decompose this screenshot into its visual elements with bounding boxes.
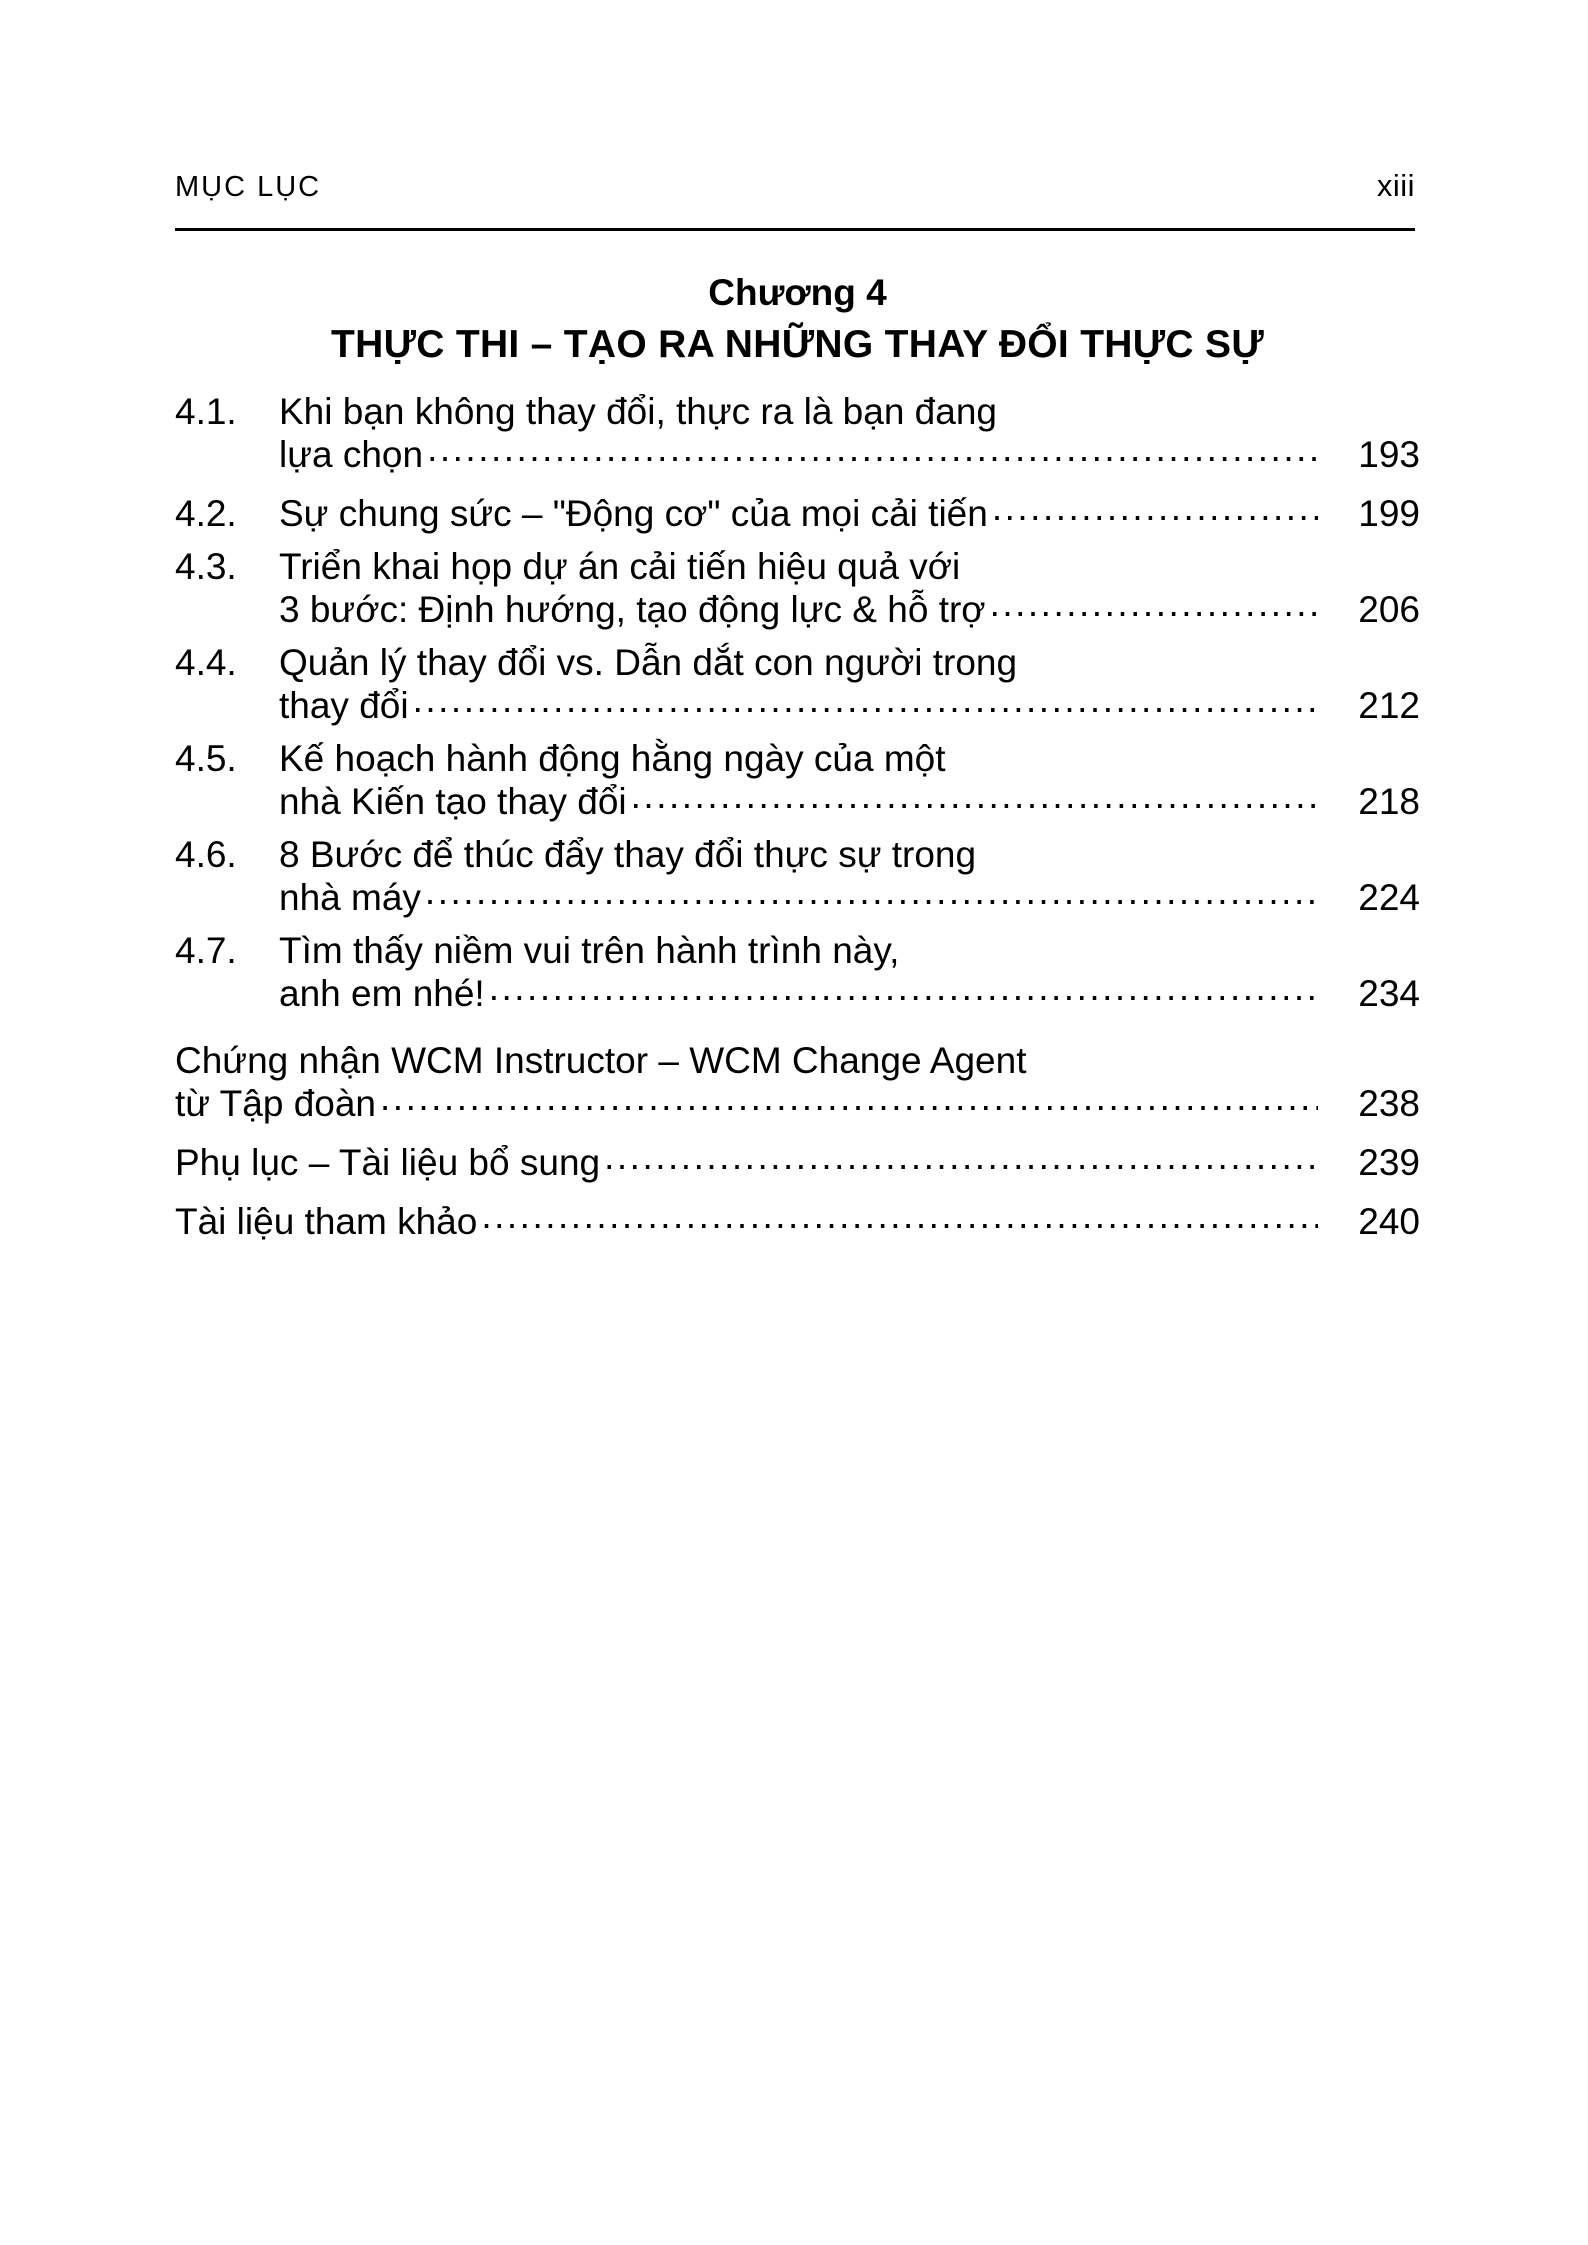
running-head: [175, 168, 1415, 204]
toc-entry-text-cont: 3 bước: Định hướng, tạo động lực & hỗ trợ: [279, 588, 986, 630]
toc-entry[interactable]: [175, 390, 1420, 475]
toc-entry-number: 4.3.: [175, 545, 237, 587]
leader-dots: [631, 777, 1318, 814]
toc-list: [175, 390, 1420, 1242]
leader-dots: [413, 681, 1318, 718]
toc-entry-number: 4.6.: [175, 833, 237, 875]
toc-entry[interactable]: [175, 545, 1420, 630]
toc-entry-text: 8 Bước để thúc đẩy thay đổi thực sự trong: [279, 833, 977, 875]
toc-entry-number: 4.2.: [175, 492, 237, 534]
toc-entry-text-cont: anh em nhé!: [279, 972, 485, 1014]
toc-entry-text: Phụ lục – Tài liệu bổ sung: [175, 1141, 601, 1183]
toc-entry-backmatter[interactable]: [175, 1138, 1420, 1181]
leader-dots: [990, 585, 1318, 622]
toc-entry-text-cont: thay đổi: [279, 684, 409, 726]
running-head-label: MỤC LỤC: [175, 171, 322, 203]
toc-entry-backmatter[interactable]: [175, 1197, 1420, 1240]
leader-dots: [481, 1197, 1318, 1234]
leader-dots: [427, 430, 1318, 467]
chapter-title: THỰC THI – TẠO RA NHỮNG THAY ĐỔI THỰC SỰ: [330, 322, 1264, 366]
chapter-number: Chương 4: [708, 272, 887, 313]
toc-entry-number: 4.1.: [175, 390, 237, 432]
header-divider: [175, 228, 1415, 231]
toc-entry-number: 4.4.: [175, 641, 237, 683]
toc-entry-text-cont: nhà Kiến tạo thay đổi: [279, 780, 627, 822]
leader-dots: [489, 969, 1318, 1006]
toc-entry-number: 4.7.: [175, 929, 237, 971]
toc-entry-page: 212: [1358, 684, 1420, 726]
toc-entry-text: Triển khai họp dự án cải tiến hiệu quả với: [279, 545, 961, 587]
toc-entry-text: Kế hoạch hành động hằng ngày của một: [279, 737, 946, 779]
toc-entry-page: 193: [1358, 433, 1420, 475]
toc-entry-page: 218: [1358, 780, 1420, 822]
toc-entry-page: 199: [1358, 492, 1420, 534]
toc-entry-page: 239: [1358, 1141, 1420, 1183]
toc-entry-text: Tài liệu tham khảo: [175, 1200, 478, 1242]
toc-entry-text: Sự chung sức – "Động cơ" của mọi cải tiến: [279, 492, 988, 534]
toc-entry-text: Quản lý thay đổi vs. Dẫn dắt con người trong: [279, 641, 1018, 683]
toc-entry-page: 234: [1358, 972, 1420, 1014]
toc-entry-page: 224: [1358, 876, 1420, 918]
toc-content: [175, 268, 1420, 1256]
toc-entry-page: 240: [1358, 1200, 1420, 1242]
toc-entry-text: Tìm thấy niềm vui trên hành trình này,: [279, 929, 900, 971]
leader-dots: [992, 489, 1318, 526]
toc-entry-text-cont: lựa chọn: [279, 433, 424, 475]
leader-dots: [604, 1138, 1318, 1175]
toc-entry[interactable]: [175, 641, 1420, 726]
toc-entry-text-cont: từ Tập đoàn: [175, 1082, 377, 1124]
toc-entry-number: 4.5.: [175, 737, 237, 779]
toc-entry[interactable]: [175, 833, 1420, 918]
toc-entry-page: 238: [1358, 1082, 1420, 1124]
toc-entry-text: Chứng nhận WCM Instructor – WCM Change Agent: [175, 1039, 1027, 1081]
toc-entry[interactable]: [175, 737, 1420, 822]
toc-entry-text-cont: nhà máy: [279, 876, 421, 918]
leader-dots: [380, 1079, 1318, 1116]
toc-entry[interactable]: [175, 489, 1420, 532]
page-number: xiii: [1376, 168, 1415, 203]
leader-dots: [425, 873, 1318, 910]
toc-entry-backmatter[interactable]: [175, 1039, 1420, 1124]
chapter-heading: [175, 268, 1420, 371]
toc-entry[interactable]: [175, 929, 1420, 1014]
toc-entry-text: Khi bạn không thay đổi, thực ra là bạn đang: [279, 390, 997, 432]
toc-entry-page: 206: [1358, 588, 1420, 630]
